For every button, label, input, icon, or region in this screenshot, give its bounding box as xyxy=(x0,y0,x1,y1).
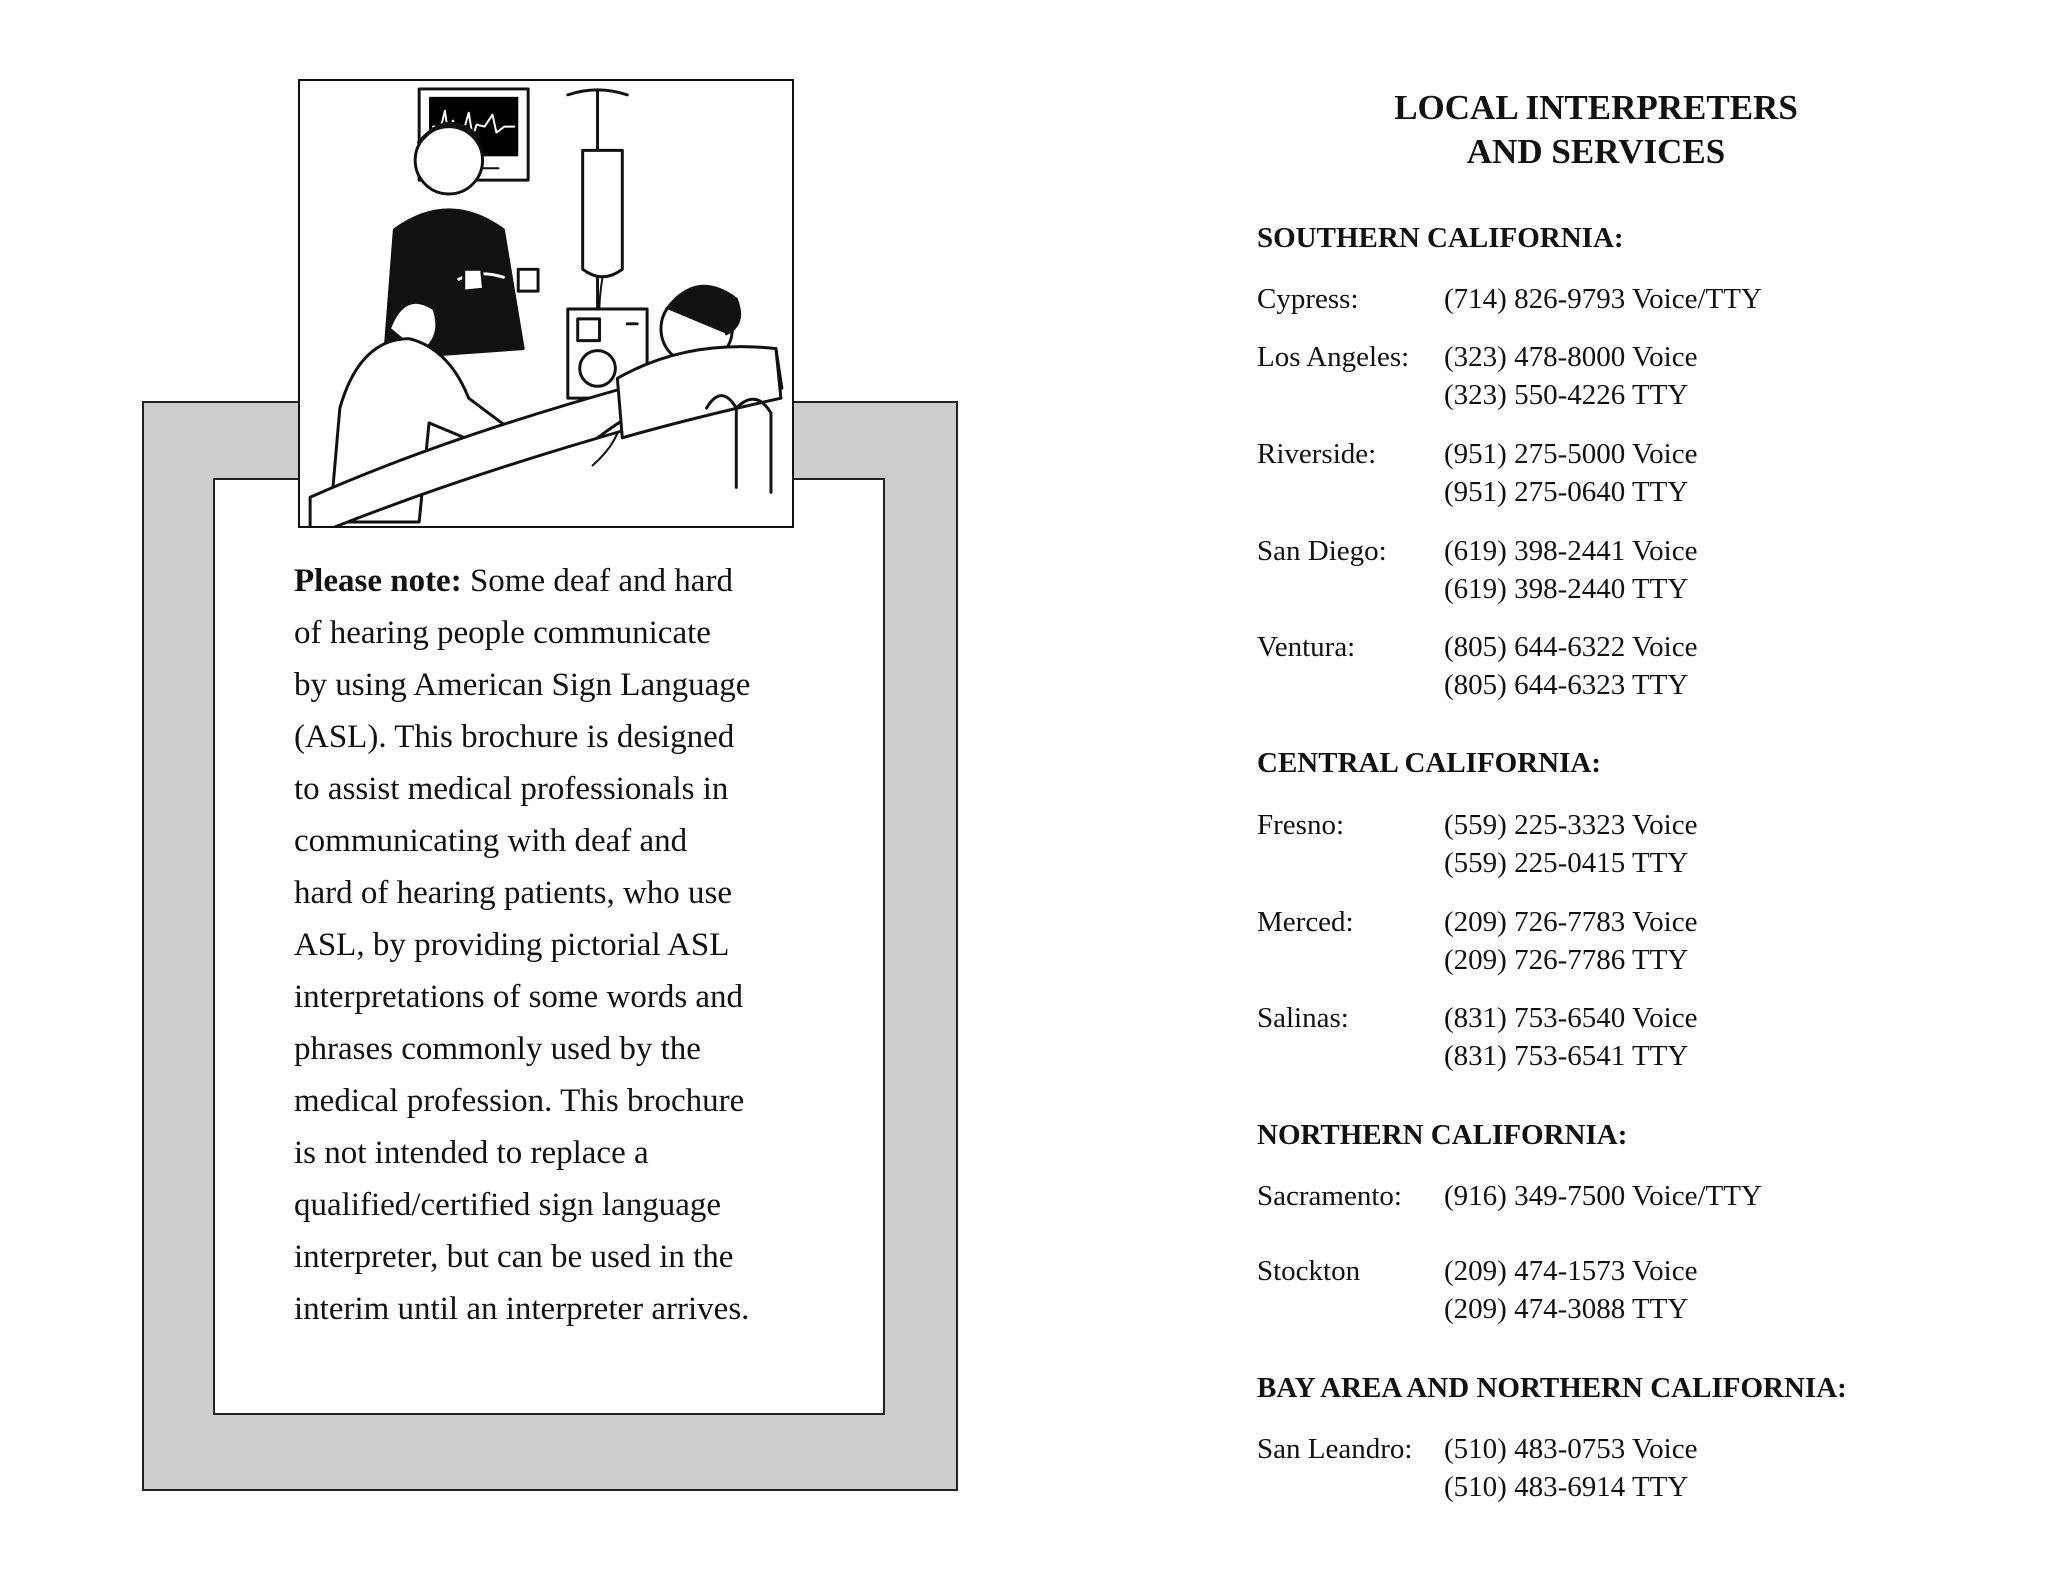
note-line: to assist medical professionals in xyxy=(294,771,729,807)
note-line: is not intended to replace a xyxy=(294,1135,649,1171)
phone-number: (831) 753-6541 TTY xyxy=(1444,1040,1689,1072)
note-label: Please note: xyxy=(294,563,462,599)
city-name: Merced: xyxy=(1257,906,1354,938)
note-line: medical profession. This brochure xyxy=(294,1083,745,1119)
hospital-scene-illustration xyxy=(298,79,794,528)
title-line: LOCAL INTERPRETERS xyxy=(1394,88,1798,127)
phone-number: (951) 275-5000 Voice xyxy=(1444,438,1698,470)
city-name: Cypress: xyxy=(1257,283,1359,315)
phone-number: (559) 225-3323 Voice xyxy=(1444,809,1698,841)
city-name: San Diego: xyxy=(1257,535,1387,567)
page-title xyxy=(1257,86,1935,174)
region-heading: BAY AREA AND NORTHERN CALIFORNIA: xyxy=(1257,1372,1847,1404)
phone-number: (510) 483-6914 TTY xyxy=(1444,1471,1689,1503)
title-line: AND SERVICES xyxy=(1466,132,1726,171)
note-line: qualified/certified sign language xyxy=(294,1187,722,1223)
note-line: interpreter, but can be used in the xyxy=(294,1239,734,1275)
note-line: interpretations of some words and xyxy=(294,979,744,1015)
phone-number: (323) 550-4226 TTY xyxy=(1444,379,1689,411)
phone-number: (714) 826-9793 Voice/TTY xyxy=(1444,283,1762,315)
region-heading: SOUTHERN CALIFORNIA: xyxy=(1257,222,1624,254)
region-heading: CENTRAL CALIFORNIA: xyxy=(1257,747,1602,779)
note-line: by using American Sign Language xyxy=(294,667,751,703)
region-heading: NORTHERN CALIFORNIA: xyxy=(1257,1119,1628,1151)
city-name: Riverside: xyxy=(1257,438,1377,470)
city-name: Salinas: xyxy=(1257,1002,1349,1034)
city-name: Stockton xyxy=(1257,1255,1361,1287)
phone-number: (209) 474-1573 Voice xyxy=(1444,1255,1698,1287)
city-name: Los Angeles: xyxy=(1257,341,1410,373)
note-line: (ASL). This brochure is designed xyxy=(294,719,735,755)
city-name: Sacramento: xyxy=(1257,1180,1402,1212)
iv-bag-icon xyxy=(583,150,623,276)
phone-number: (619) 398-2440 TTY xyxy=(1444,573,1689,605)
note-paragraph xyxy=(294,555,834,1335)
note-line: communicating with deaf and xyxy=(294,823,688,859)
phone-number: (805) 644-6322 Voice xyxy=(1444,631,1698,663)
city-name: Ventura: xyxy=(1257,631,1356,663)
phone-number: (510) 483-0753 Voice xyxy=(1444,1433,1698,1465)
note-line: hard of hearing patients, who use xyxy=(294,875,733,911)
phone-number: (805) 644-6323 TTY xyxy=(1444,669,1689,701)
phone-number: (951) 275-0640 TTY xyxy=(1444,476,1689,508)
note-line: interim until an interpreter arrives. xyxy=(294,1291,750,1327)
note-line: phrases commonly used by the xyxy=(294,1031,701,1067)
phone-number: (209) 474-3088 TTY xyxy=(1444,1293,1689,1325)
city-name: San Leandro: xyxy=(1257,1433,1413,1465)
phone-number: (619) 398-2441 Voice xyxy=(1444,535,1698,567)
note-line: of hearing people communicate xyxy=(294,615,711,651)
phone-number: (831) 753-6540 Voice xyxy=(1444,1002,1698,1034)
note-line: ASL, by providing pictorial ASL xyxy=(294,927,730,963)
city-name: Fresno: xyxy=(1257,809,1344,841)
phone-number: (916) 349-7500 Voice/TTY xyxy=(1444,1180,1762,1212)
phone-number: (209) 726-7783 Voice xyxy=(1444,906,1698,938)
note-line: Please note: Some deaf and hard xyxy=(294,563,733,599)
phone-number: (209) 726-7786 TTY xyxy=(1444,944,1689,976)
phone-number: (559) 225-0415 TTY xyxy=(1444,847,1689,879)
phone-number: (323) 478-8000 Voice xyxy=(1444,341,1698,373)
